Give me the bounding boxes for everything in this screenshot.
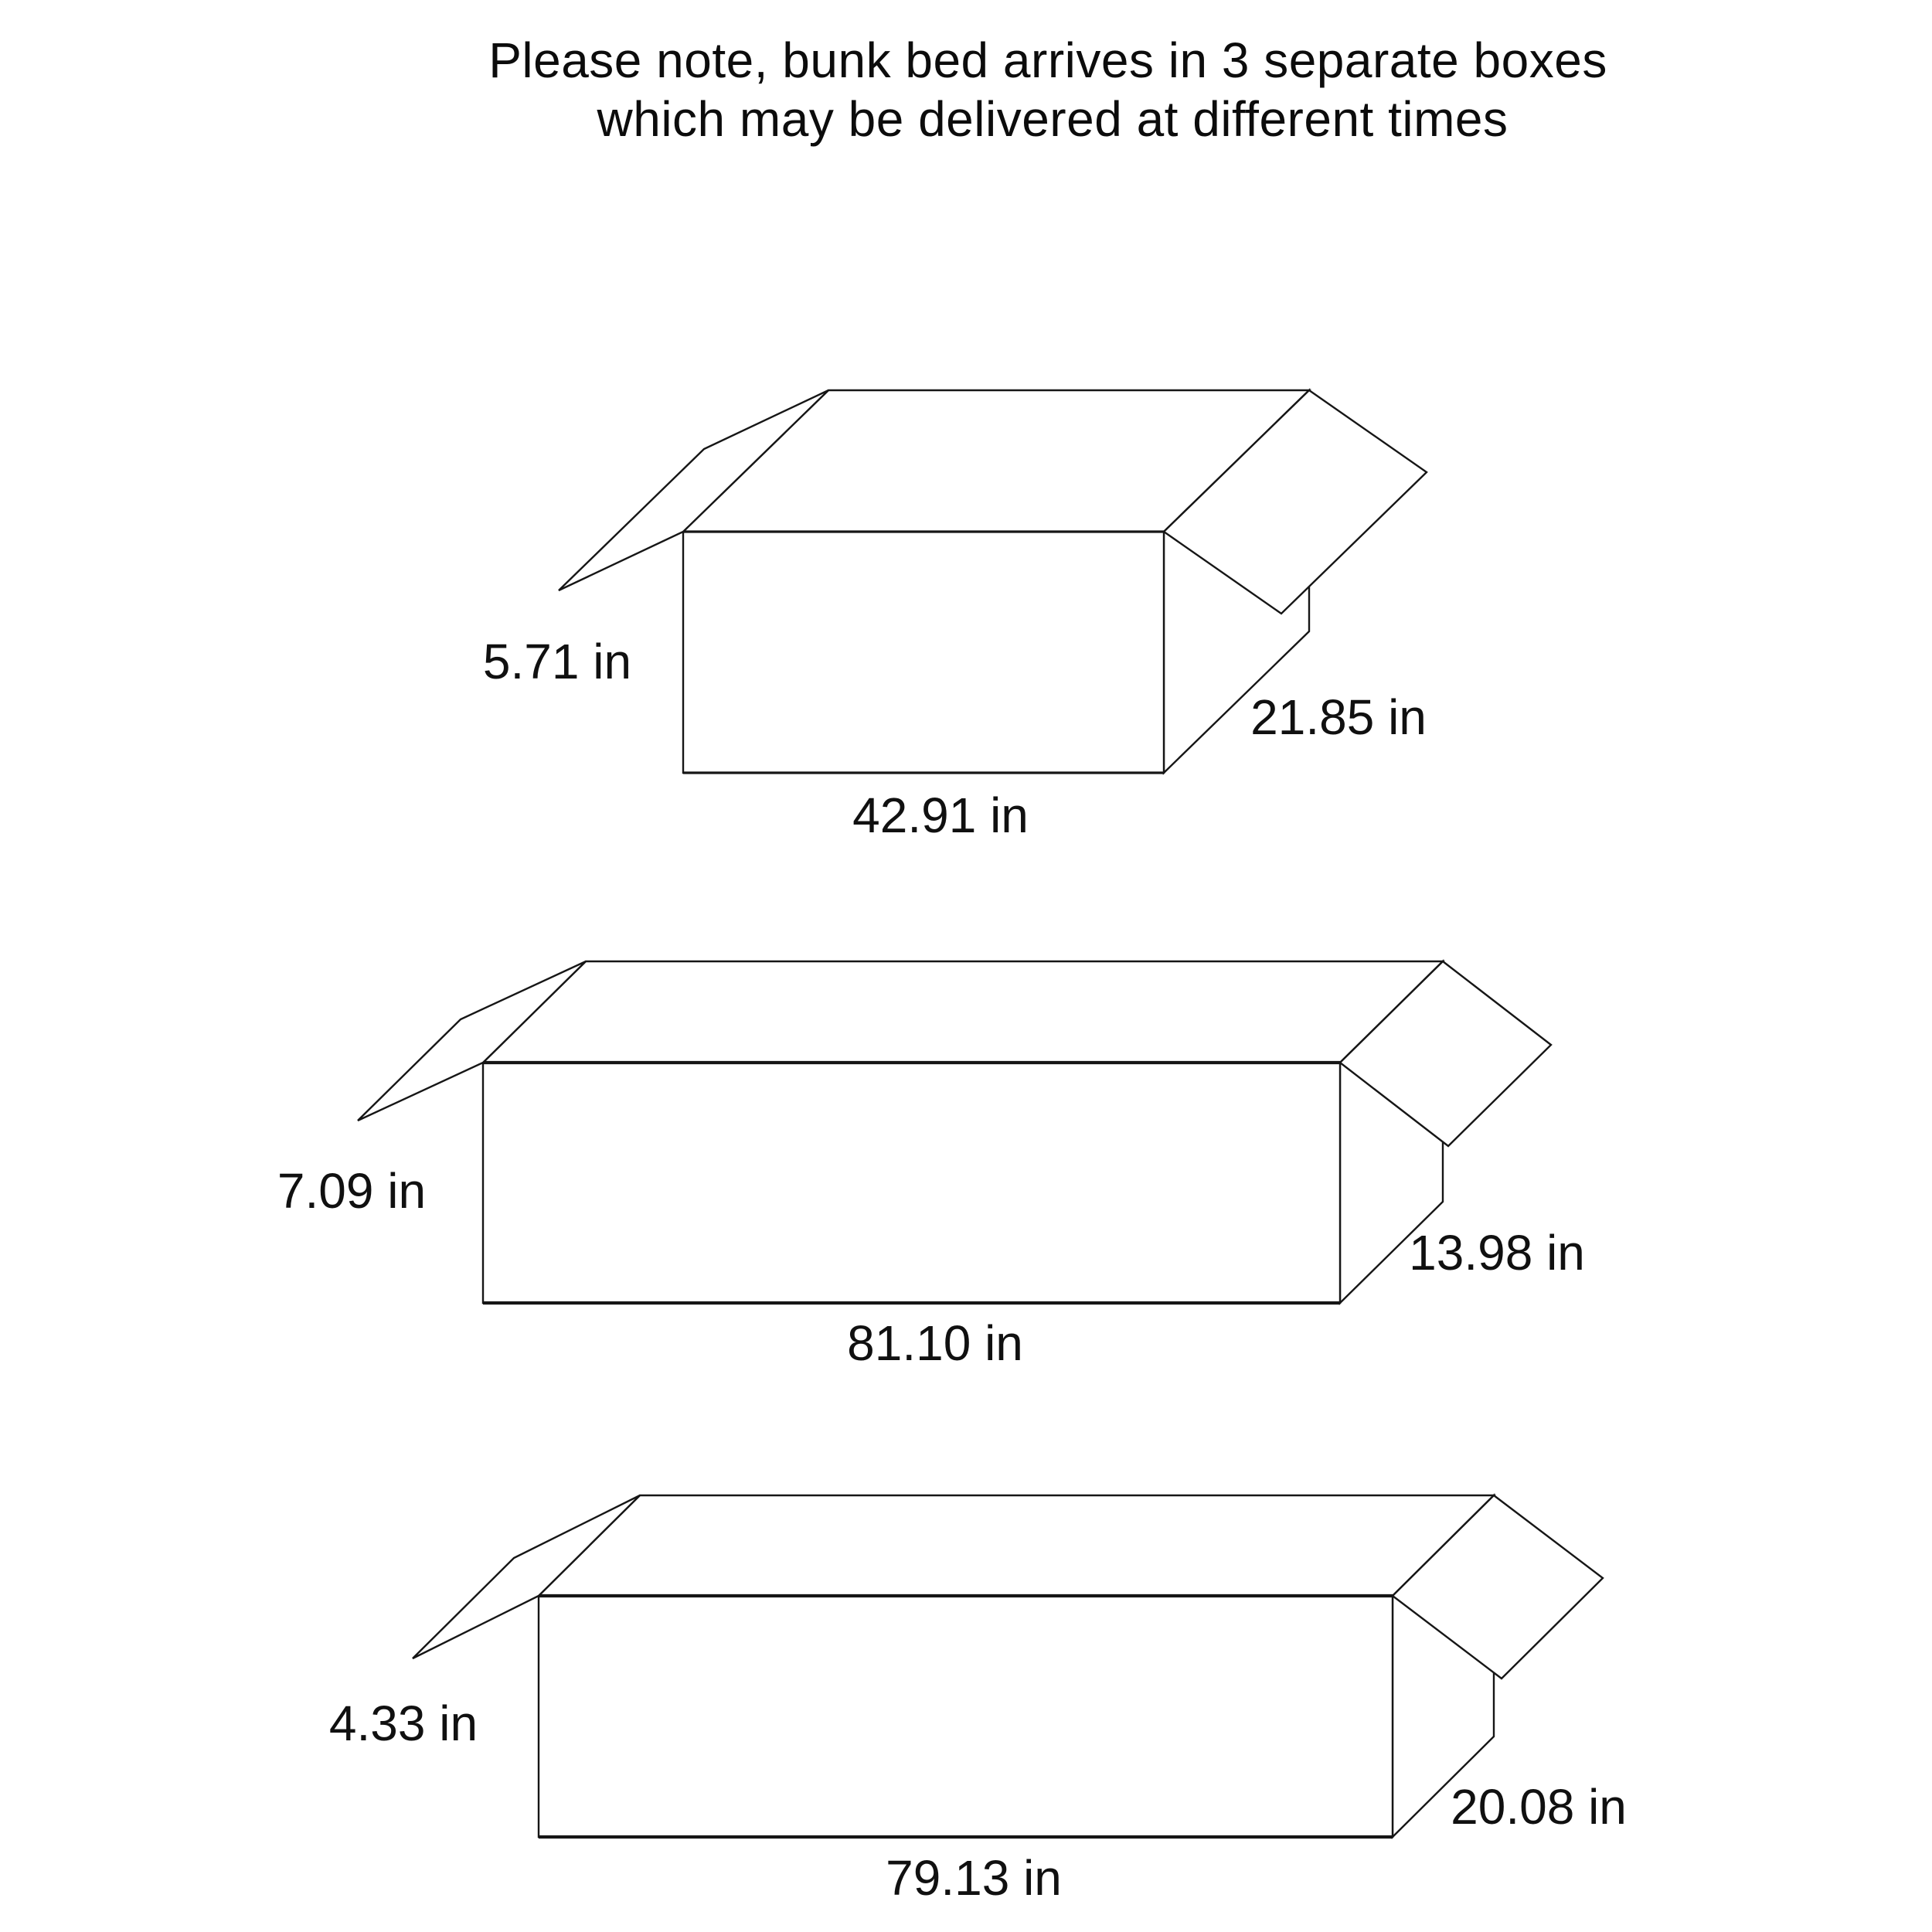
box-1-drawing: [483, 390, 1427, 843]
box-3-length-label: 79.13 in: [886, 1850, 1062, 1906]
box-2-length-label: 81.10 in: [847, 1315, 1023, 1371]
box-2-depth-label: 13.98 in: [1409, 1225, 1585, 1281]
box-3-height-label: 4.33 in: [328, 1696, 478, 1751]
box-1-depth-label: 21.85 in: [1250, 689, 1427, 745]
box-1-front-face: [683, 532, 1164, 773]
box-3-depth-label: 20.08 in: [1451, 1779, 1627, 1835]
title-line-2: which may be delivered at different times: [597, 91, 1509, 147]
title-block: [488, 32, 1607, 147]
title-line-1: Please note, bunk bed arrives in 3 separate boxes: [488, 32, 1607, 88]
box-2-drawing: [277, 961, 1585, 1371]
box-3-drawing: [329, 1495, 1627, 1906]
box-3-top-opening: [539, 1495, 1494, 1596]
box-1-length-label: 42.91 in: [852, 787, 1029, 843]
box-1-height-label: 5.71 in: [482, 634, 632, 689]
box-2-height-label: 7.09 in: [277, 1163, 427, 1219]
box-2-front-face: [483, 1063, 1340, 1303]
box-3-front-face: [539, 1596, 1393, 1837]
box-2-top-opening: [483, 961, 1443, 1063]
